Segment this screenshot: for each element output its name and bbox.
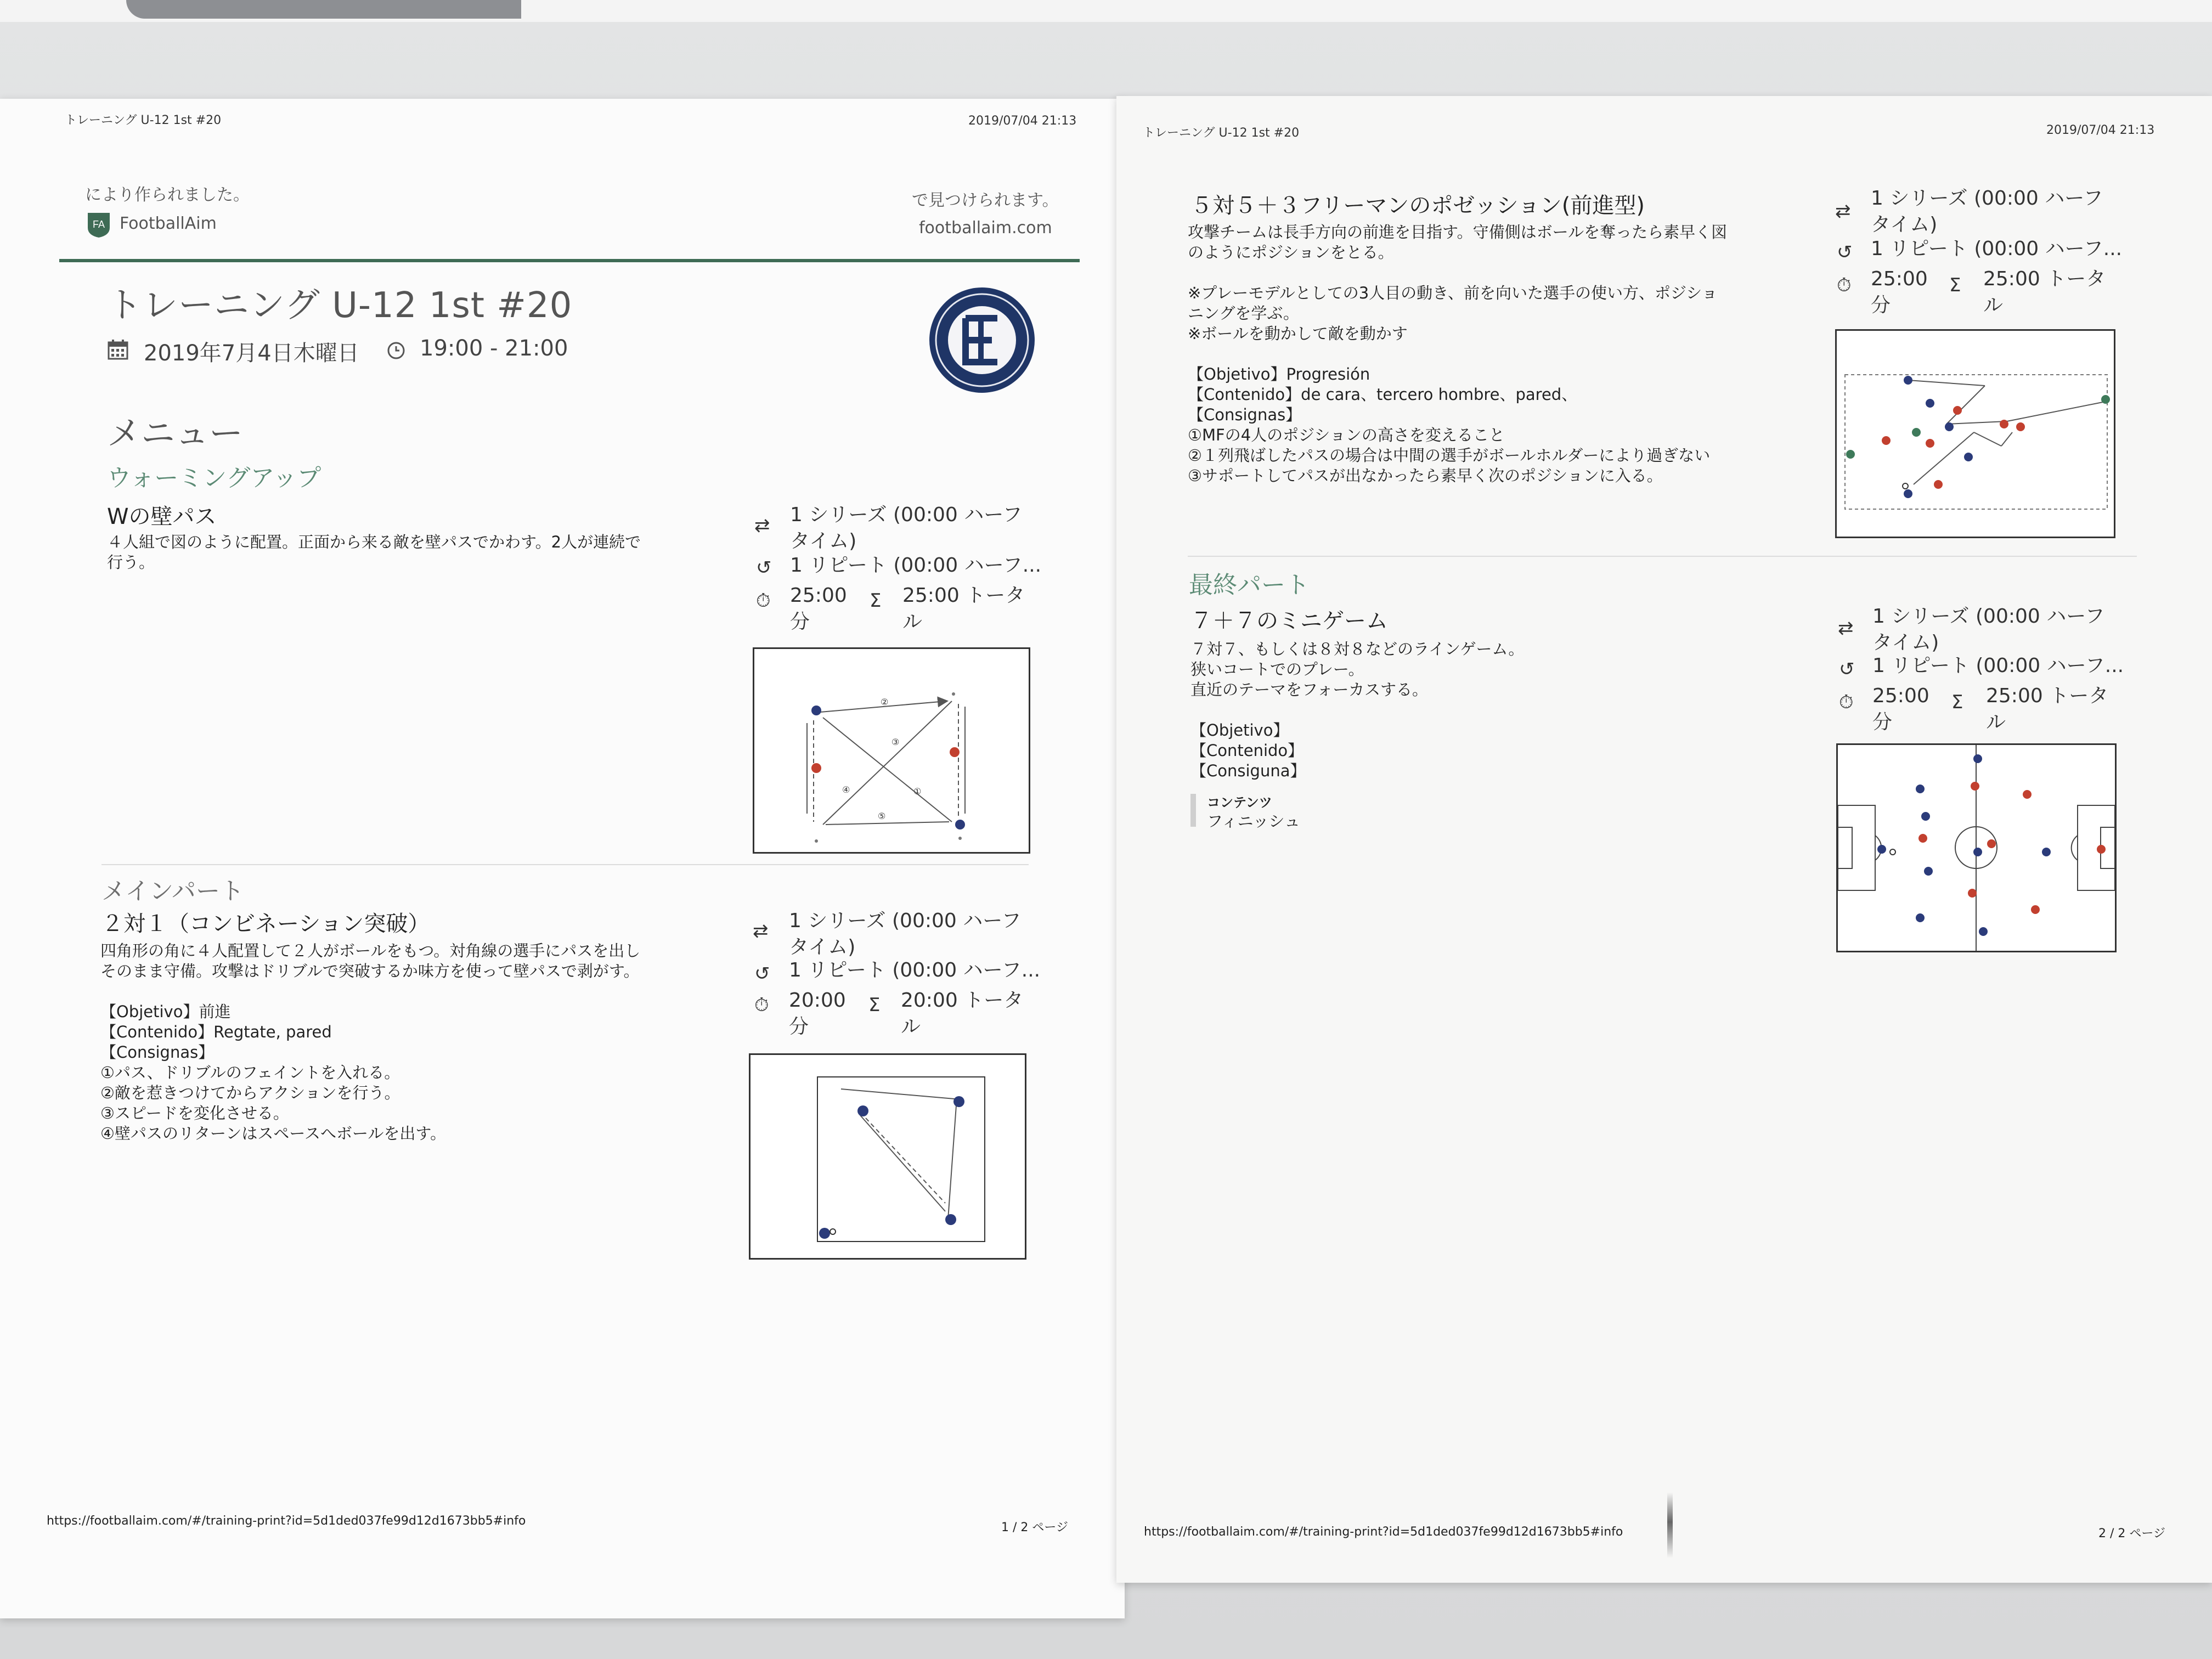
table-shadow <box>126 0 521 19</box>
footer-page-number: 2 / 2 ページ <box>2098 1527 2165 1541</box>
content-tag-bar <box>1190 794 1196 827</box>
svg-text:③: ③ <box>891 737 900 747</box>
header-divider <box>59 259 1080 262</box>
sigma-icon: Σ <box>1949 274 1961 296</box>
drill-title-2v1: ２対１（コンビネーション突破） <box>101 911 430 936</box>
repeat-series-icon: ⇄ <box>753 920 769 942</box>
content-value: フィニッシュ <box>1207 812 1300 831</box>
repeat-series-icon: ⇄ <box>1838 617 1854 639</box>
section-divider <box>101 864 1029 865</box>
footer-page-number: 1 / 2 ページ <box>1001 1521 1068 1534</box>
content-label: コンテンツ <box>1207 795 1272 810</box>
drill-repeat: 1 リピート (00:00 ハーフ... <box>790 554 1042 577</box>
drill-series: 1 シリーズ (00:00 ハーフ タイム) <box>789 910 1022 958</box>
repeat-icon: ↺ <box>756 557 772 579</box>
sigma-icon: Σ <box>1951 691 1963 713</box>
sigma-icon: Σ <box>870 590 882 612</box>
page-header-datetime: 2019/07/04 21:13 <box>968 114 1077 128</box>
drill-series: 1 シリーズ (00:00 ハーフ タイム) <box>1872 605 2105 654</box>
repeat-icon: ↺ <box>1837 241 1853 263</box>
repeat-icon: ↺ <box>1839 658 1855 680</box>
drill-title-5v5-possession: ５対５＋３フリーマンのポゼッション(前進型) <box>1190 193 1645 218</box>
drill-diagram-2v1 <box>749 1053 1026 1260</box>
page-1-sheet <box>0 99 1125 1618</box>
page-2-sheet <box>1116 96 2212 1583</box>
drill-duration: 25:00 分 <box>1871 268 1928 317</box>
drill-duration: 25:00 分 <box>1872 685 1929 733</box>
drill-repeat: 1 リピート (00:00 ハーフ... <box>1871 238 2123 260</box>
drill-description: ７対７、もしくは８対８などのラインゲーム。 狭いコートでのプレー。 直近のテーマをフォーカスする。 【Objetivo】 【Contenido】 【Consiguna】 <box>1190 640 1525 780</box>
stopwatch-icon: ⏱ <box>754 994 769 1016</box>
section-final-heading: 最終パート <box>1189 571 1310 599</box>
site-link[interactable]: footballaim.com <box>919 218 1052 238</box>
section-main-heading: メインパート <box>101 877 245 905</box>
stopwatch-icon: ⏱ <box>1839 691 1854 713</box>
repeat-series-icon: ⇄ <box>754 515 770 537</box>
section-warmup-heading: ウォーミングアップ <box>107 464 321 492</box>
svg-text:②: ② <box>881 697 889 707</box>
drill-series: 1 シリーズ (00:00 ハーフ タイム) <box>790 504 1023 552</box>
drill-duration: 25:00 分 <box>790 584 847 633</box>
drill-diagram-7v7-minigame <box>1836 743 2117 952</box>
found-at-label: で見つけられます。 <box>912 191 1059 210</box>
crease-mark <box>1667 1492 1673 1558</box>
drill-description: 四角形の角に４人配置して２人がボールをもつ。対角線の選手にパスを出し そのまま守備。攻撃はドリブルで突破するか味方を使って壁パスで剥がす。 【Objetivo】前進 【Contenido】Regtate, pared 【Consignas】 ①パス、ドリブルのフェイントを入れる。 ②敵を惹きつけてからアクションを行う。 ③スピードを変化させる。 ④壁パスのリターンはスペースへボールを出す。 <box>100 941 641 1143</box>
clock-icon <box>387 341 405 360</box>
training-time: 19:00 - 21:00 <box>420 336 568 361</box>
drill-description: 攻撃チームは長手方向の前進を目指す。守備側はボールを奪ったら素早く図 のようにポジションをとる。 ※プレーモデルとしての3人目の動き、前を向いた選手の使い方、ポジショ ニングを学ぶ。 ※ボールを動かして敵を動かす 【Objetivo】Progresión 【Contenido】de cara、tercero hombre、pared、 【Consignas】 ①MFの4人のポジションの高さを変えること ②１列飛ばしたパスの場合は中間の選手がボールホルダーにより過ぎない ③サポートしてパスが出なかったら素早く次のポジションに入る。 <box>1188 223 1728 485</box>
footer-url[interactable]: https://footballaim.com/#/training-print?id=5d1ded037fe99d12d1673bb5#info <box>47 1514 526 1528</box>
drill-duration: 20:00 分 <box>789 989 846 1038</box>
brand-name: FootballAim <box>120 214 217 233</box>
drill-diagram-w-wall-pass <box>753 647 1030 854</box>
page-header-datetime: 2019/07/04 21:13 <box>2046 123 2155 137</box>
sigma-icon: Σ <box>868 994 881 1016</box>
page-header-title: トレーニング U-12 1st #20 <box>1143 126 1300 140</box>
drill-total: 25:00 トータ ル <box>1986 685 2109 733</box>
svg-text:④: ④ <box>842 785 850 795</box>
section-divider <box>1188 556 2137 557</box>
svg-text:FA: FA <box>92 219 105 230</box>
page-header-title: トレーニング U-12 1st #20 <box>65 114 222 127</box>
drill-title-w-wall-pass: Wの壁パス <box>107 504 217 529</box>
drill-repeat: 1 リピート (00:00 ハーフ... <box>1872 654 2124 677</box>
stopwatch-icon: ⏱ <box>756 590 771 612</box>
training-date: 2019年7月4日木曜日 <box>144 341 359 366</box>
svg-text:⑤: ⑤ <box>878 811 886 821</box>
footballaim-logo <box>85 211 112 239</box>
drill-total: 25:00 トータ ル <box>902 584 1025 633</box>
created-by-label: により作られました。 <box>85 185 250 205</box>
drill-repeat: 1 リピート (00:00 ハーフ... <box>789 959 1041 981</box>
drill-series: 1 シリーズ (00:00 ハーフ タイム) <box>1871 187 2103 236</box>
drill-title-7v7-minigame: ７＋７のミニゲーム <box>1190 608 1388 634</box>
footer-url[interactable]: https://footballaim.com/#/training-print?id=5d1ded037fe99d12d1673bb5#info <box>1144 1525 1623 1539</box>
drill-diagram-5v5-possession <box>1835 329 2115 538</box>
menu-heading: メニュー <box>107 413 244 453</box>
page-title: トレーニング U-12 1st #20 <box>107 285 573 326</box>
repeat-series-icon: ⇄ <box>1835 200 1851 222</box>
drill-description: ４人組で図のように配置。正面から来る敵を壁パスでかわす。2人が連続で 行う。 <box>107 533 641 572</box>
drill-total: 25:00 トータ ル <box>1983 268 2106 317</box>
club-crest-logo <box>927 285 1037 395</box>
calendar-icon <box>107 338 129 360</box>
svg-text:①: ① <box>913 786 922 797</box>
stopwatch-icon: ⏱ <box>1837 274 1852 296</box>
repeat-icon: ↺ <box>754 963 770 985</box>
drill-total: 20:00 トータ ル <box>901 989 1024 1038</box>
